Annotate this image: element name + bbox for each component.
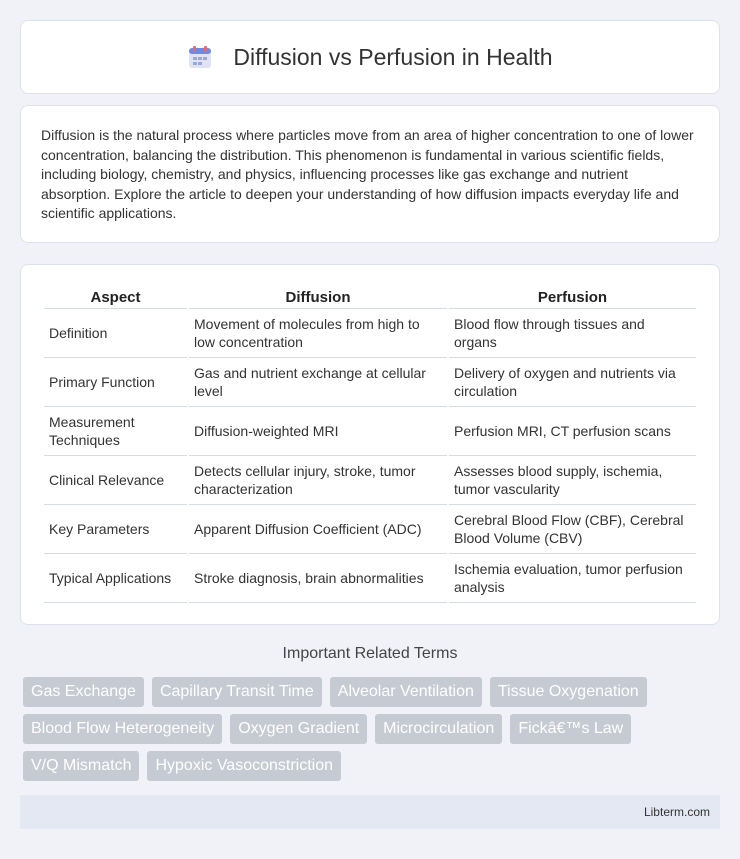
related-terms-list bbox=[23, 677, 723, 788]
cell-aspect: Measurement Techniques bbox=[44, 407, 187, 456]
intro-card bbox=[20, 105, 720, 243]
cell-diffusion: Gas and nutrient exchange at cellular level bbox=[189, 358, 447, 407]
header-aspect: Aspect bbox=[44, 285, 187, 309]
calendar-icon bbox=[187, 44, 213, 70]
tag-gas-exchange[interactable]: Gas Exchange bbox=[23, 677, 144, 707]
cell-perfusion: Perfusion MRI, CT perfusion scans bbox=[449, 407, 696, 456]
header-diffusion: Diffusion bbox=[189, 285, 447, 309]
cell-perfusion: Delivery of oxygen and nutrients via circulation bbox=[449, 358, 696, 407]
cell-aspect: Clinical Relevance bbox=[44, 456, 187, 505]
tag-ficks-law[interactable]: Fickâ€™s Law bbox=[510, 714, 631, 744]
tag-microcirculation[interactable]: Microcirculation bbox=[375, 714, 502, 744]
table-row bbox=[44, 554, 696, 603]
cell-diffusion: Apparent Diffusion Coefficient (ADC) bbox=[189, 505, 447, 554]
comparison-table bbox=[42, 285, 698, 603]
table-row bbox=[44, 456, 696, 505]
tag-vq-mismatch[interactable]: V/Q Mismatch bbox=[23, 751, 139, 781]
cell-aspect: Key Parameters bbox=[44, 505, 187, 554]
cell-aspect: Typical Applications bbox=[44, 554, 187, 603]
table-row bbox=[44, 407, 696, 456]
table-row bbox=[44, 505, 696, 554]
header-card bbox=[20, 20, 720, 94]
table-header-row bbox=[44, 285, 696, 309]
tag-tissue-oxygenation[interactable]: Tissue Oxygenation bbox=[490, 677, 647, 707]
cell-perfusion: Assesses blood supply, ischemia, tumor vascularity bbox=[449, 456, 696, 505]
table-row bbox=[44, 309, 696, 358]
tag-oxygen-gradient[interactable]: Oxygen Gradient bbox=[230, 714, 367, 744]
cell-perfusion: Ischemia evaluation, tumor perfusion analysis bbox=[449, 554, 696, 603]
tag-capillary-transit-time[interactable]: Capillary Transit Time bbox=[152, 677, 322, 707]
cell-diffusion: Movement of molecules from high to low concentration bbox=[189, 309, 447, 358]
cell-perfusion: Blood flow through tissues and organs bbox=[449, 309, 696, 358]
comparison-table-card bbox=[20, 264, 720, 625]
cell-aspect: Primary Function bbox=[44, 358, 187, 407]
table-row bbox=[44, 358, 696, 407]
intro-text: Diffusion is the natural process where particles move from an area of higher concentration to one of lower concentration, balancing the distribution. This phenomenon is fundamental in various scientific fields, including biology, chemistry, and physics, influencing processes like gas exchange and nutrient absorption. Explore the article to deepen your understanding of how diffusion impacts everyday life and scientific applications. bbox=[41, 127, 694, 222]
cell-aspect: Definition bbox=[44, 309, 187, 358]
footer bbox=[20, 795, 720, 829]
page-title: Diffusion vs Perfusion in Health bbox=[233, 43, 553, 70]
cell-diffusion: Stroke diagnosis, brain abnormalities bbox=[189, 554, 447, 603]
cell-diffusion: Diffusion-weighted MRI bbox=[189, 407, 447, 456]
tag-alveolar-ventilation[interactable]: Alveolar Ventilation bbox=[330, 677, 482, 707]
footer-site-link[interactable]: Libterm.com bbox=[643, 805, 710, 819]
cell-diffusion: Detects cellular injury, stroke, tumor characterization bbox=[189, 456, 447, 505]
cell-perfusion: Cerebral Blood Flow (CBF), Cerebral Blood Volume (CBV) bbox=[449, 505, 696, 554]
tag-hypoxic-vasoconstriction[interactable]: Hypoxic Vasoconstriction bbox=[147, 751, 341, 781]
tag-blood-flow-heterogeneity[interactable]: Blood Flow Heterogeneity bbox=[23, 714, 222, 744]
header-perfusion: Perfusion bbox=[449, 285, 696, 309]
related-terms-title: Important Related Terms bbox=[282, 645, 458, 662]
